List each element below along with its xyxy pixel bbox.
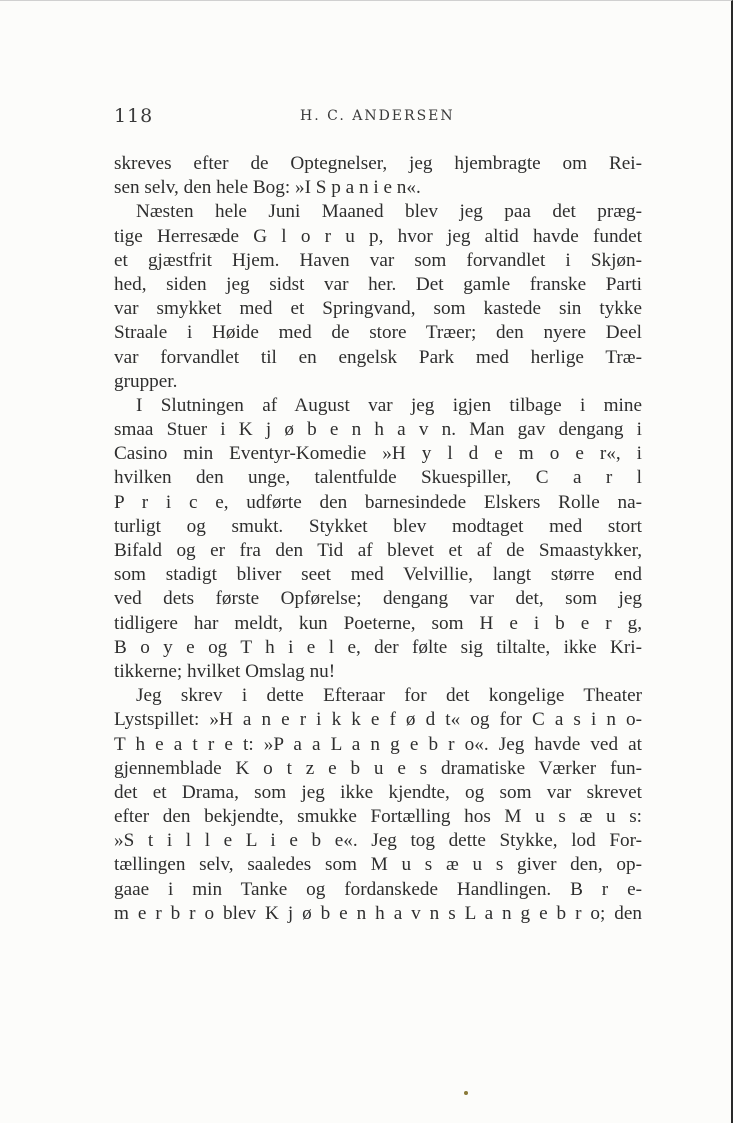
- text-line: Jeg skrev i dette Efteraar for det kongelige Theater: [136, 685, 642, 707]
- text-line: hed, siden jeg sidst var her. Det gamle franske Parti: [114, 273, 642, 295]
- page-number: 118: [114, 105, 154, 127]
- text-line: Næsten hele Juni Maaned blev jeg paa det præg-: [136, 201, 642, 223]
- text-line: Bifald og er fra den Tid af blevet et af de Smaastykker,: [114, 540, 642, 561]
- text-line: Straale i Høide med de store Træer; den nyere Deel: [114, 322, 642, 344]
- text-line: Lystspillet: »H a n e r i k k e f ø d t« og for C a s i n o-: [114, 709, 642, 731]
- text-line: gjennemblade K o t z e b u e s dramatiske Værker fun-: [114, 757, 642, 779]
- text-line: B o y e og T h i e l e, der følte sig tiltalte, ikke Kri-: [114, 636, 642, 658]
- text-line: det et Drama, som jeg ikke kjendte, og som var skrevet: [114, 781, 642, 803]
- text-line: sen selv, den hele Bog: »I S p a n i e n«.: [114, 177, 421, 199]
- ink-speck: [464, 1091, 468, 1095]
- text-line: P r i c e, udførte den barnesindede Elskers Rolle na-: [114, 491, 642, 513]
- running-head: H. C. ANDERSEN: [300, 108, 455, 124]
- text-line: et gjæstfrit Hjem. Haven var som forvandlet i Skjøn-: [114, 249, 642, 271]
- text-line: tidligere har meldt, kun Poeterne, som H e i b e r g,: [114, 612, 642, 634]
- text-line: skreves efter de Optegnelser, jeg hjembragte om Rei-: [114, 153, 642, 174]
- page-header: [114, 105, 642, 129]
- text-line: ved dets første Opførelse; dengang var det, som jeg: [114, 588, 642, 610]
- text-line: »S t i l l e L i e b e«. Jeg tog dette Stykke, lod For-: [114, 830, 642, 852]
- text-line: T h e a t r e t: »P a a L a n g e b r o«. Jeg havde ved at: [114, 733, 642, 755]
- text-line: efter den bekjendte, smukke Fortælling hos M u s æ u s:: [114, 806, 642, 828]
- text-line: hvilken den unge, talentfulde Skuespiller, C a r l: [114, 467, 642, 489]
- text-line: tællingen selv, saaledes som M u s æ u s giver den, op-: [114, 854, 642, 876]
- body-text: [114, 152, 642, 926]
- text-line: I Slutningen af August var jeg igjen tilbage i mine: [136, 394, 642, 416]
- text-line: grupper.: [114, 370, 178, 392]
- text-line: gaae i min Tanke og fordanskede Handlingen. B r e-: [114, 878, 642, 900]
- text-line: tige Herresæde G l o r u p, hvor jeg altid havde fundet: [114, 225, 642, 247]
- text-line: turligt og smukt. Stykket blev modtaget med stort: [114, 515, 642, 537]
- text-line: var smykket med et Springvand, som kastede sin tykke: [114, 298, 642, 320]
- text-line: tikkerne; hvilket Omslag nu!: [114, 660, 336, 682]
- text-line: var forvandlet til en engelsk Park med herlige Træ-: [114, 346, 642, 368]
- text-line: som stadigt bliver seet med Velvillie, langt større end: [114, 564, 642, 586]
- text-line: m e r b r o blev K j ø b e n h a v n s L a n g e b r o; den: [114, 902, 642, 924]
- text-line: Casino min Eventyr-Komedie »H y l d e m o e r«, i: [114, 443, 642, 465]
- text-line: smaa Stuer i K j ø b e n h a v n. Man gav dengang i: [114, 419, 642, 441]
